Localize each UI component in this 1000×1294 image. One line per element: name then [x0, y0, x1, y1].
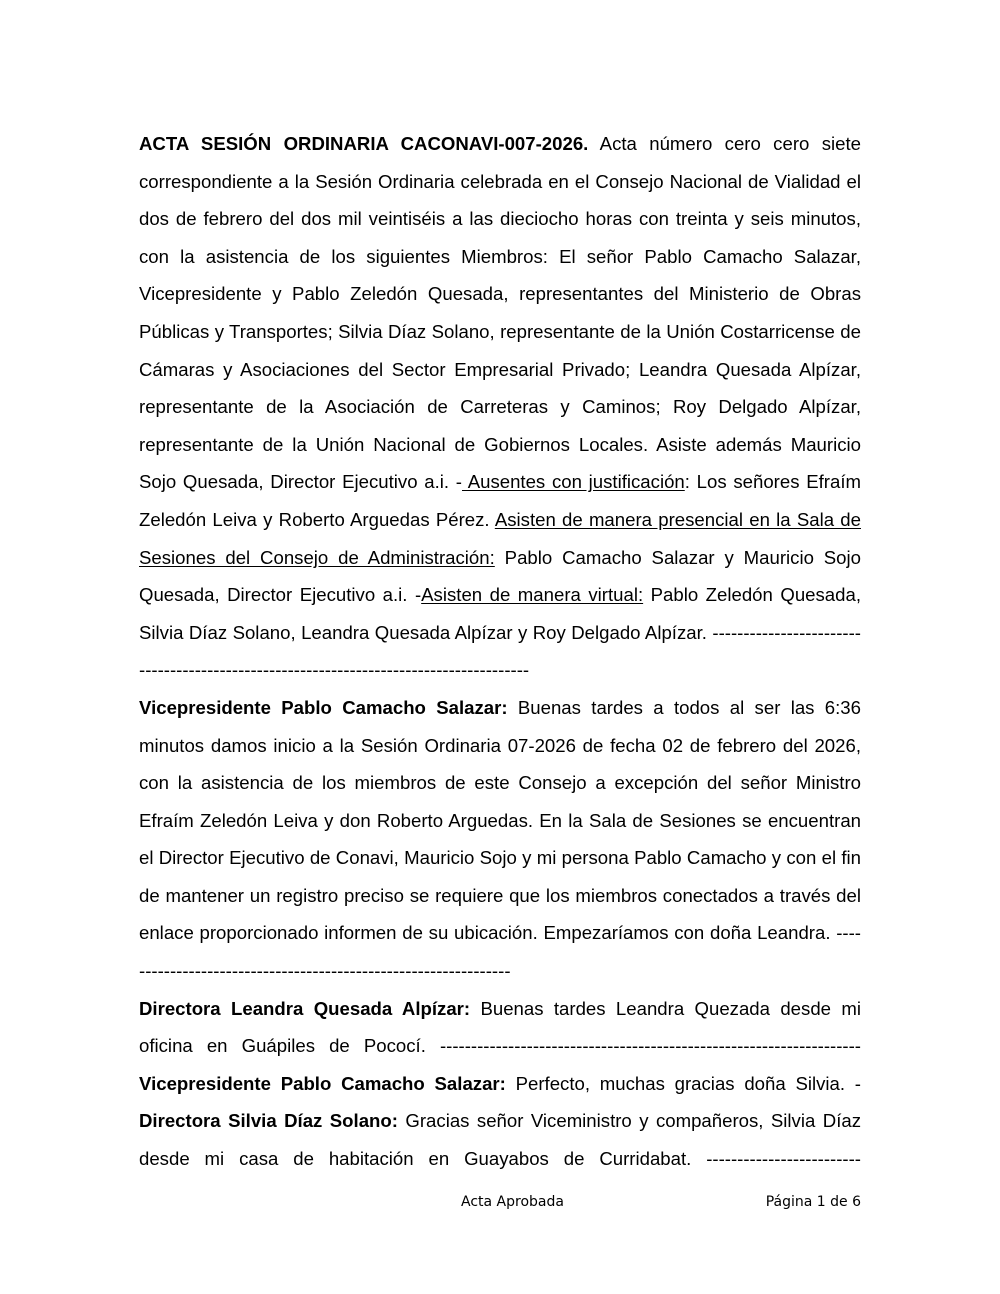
speaker-name: Directora Silvia Díaz Solano: — [139, 1110, 398, 1132]
page-footer — [0, 1194, 1000, 1218]
paragraph-vicepresident-1 — [139, 689, 861, 990]
speaker-name: Directora Leandra Quesada Alpízar: — [139, 997, 471, 1019]
paragraph-text: Gracias señor Viceministro y compañeros, Silvia Díaz desde mi casa de habitación en Guayabos de Curridabat. ------------------------- — [139, 1110, 861, 1170]
paragraph-vicepresident-2 — [139, 1065, 861, 1103]
paragraph-silvia — [139, 1102, 861, 1177]
act-title: ACTA SESIÓN ORDINARIA CACONAVI-007-2026. — [139, 133, 589, 154]
speaker-name: Vicepresidente Pablo Camacho Salazar: — [139, 1072, 506, 1094]
absent-label: Ausentes con justificación — [462, 471, 685, 493]
paragraph-text: Buenas tardes a todos al ser las 6:36 minutos damos inicio a la Sesión Ordinaria 07-2026 de fecha 02 de febrero del 2026, con la asistencia de los miembros de este Consejo a excepción del señor Ministro Efraím Zeledón Leiva y don Roberto Arguedas. En la Sala de Sesiones se encuentran el Director Ejecutivo de Conavi, Mauricio Sojo y mi persona Pablo Camacho y con el fin de mantener un registro preciso se requiere que los miembros conectados a través del enlace proporcionado informen de su ubicación. Empezaríamos con doña Leandra. ---------------------------------------------------------------- — [139, 696, 861, 982]
presential-label: Asisten de manera presencial en la Sala de Sesiones del Consejo de Administración: — [139, 508, 861, 568]
paragraph-leandra — [139, 990, 861, 1065]
virtual-text: Pablo Zeledón Quesada, Silvia Díaz Solano, Leandra Quesada Alpízar y Roy Delgado Alpízar. --------------------------------------------------------------------------------------- — [139, 584, 861, 681]
paragraph-text: Buenas tardes Leandra Quezada desde mi oficina en Guápiles de Pococí. -------------------------------------------------------------------- — [139, 997, 861, 1057]
presential-text: Pablo Camacho Salazar y Mauricio Sojo Quesada, Director Ejecutivo a.i. - — [139, 546, 861, 606]
virtual-label: Asisten de manera virtual: — [421, 584, 644, 606]
paragraph-text: Perfecto, muchas gracias doña Silvia. - — [505, 1072, 861, 1094]
absent-text: : Los señores Efraím Zeledón Leiva y Roberto Arguedas Pérez. — [139, 471, 861, 530]
footer-status: Acta Aprobada — [461, 1194, 564, 1210]
speaker-name: Vicepresidente Pablo Camacho Salazar: — [139, 696, 508, 718]
footer-page-number: Página 1 de 6 — [765, 1194, 861, 1210]
paragraph-header — [139, 125, 861, 689]
document-body — [139, 125, 861, 1178]
paragraph-text: Acta número cero cero siete correspondiente a la Sesión Ordinaria celebrada en el Consejo Nacional de Vialidad el dos de febrero del dos mil veintiséis a las dieciocho horas con treinta y seis minutos, con la asistencia de los siguientes Miembros: El señor Pablo Camacho Salazar, Vicepresidente y Pablo Zeledón Quesada, representantes del Ministerio de Obras Públicas y Transportes; Silvia Díaz Solano, representante de la Unión Costarricense de Cámaras y Asociaciones del Sector Empresarial Privado; Leandra Quesada Alpízar, representante de la Asociación de Carreteras y Caminos; Roy Delgado Alpízar, representante de la Unión Nacional de Gobiernos Locales. Asiste además Mauricio Sojo Quesada, Director Ejecutivo a.i. - — [139, 133, 861, 493]
